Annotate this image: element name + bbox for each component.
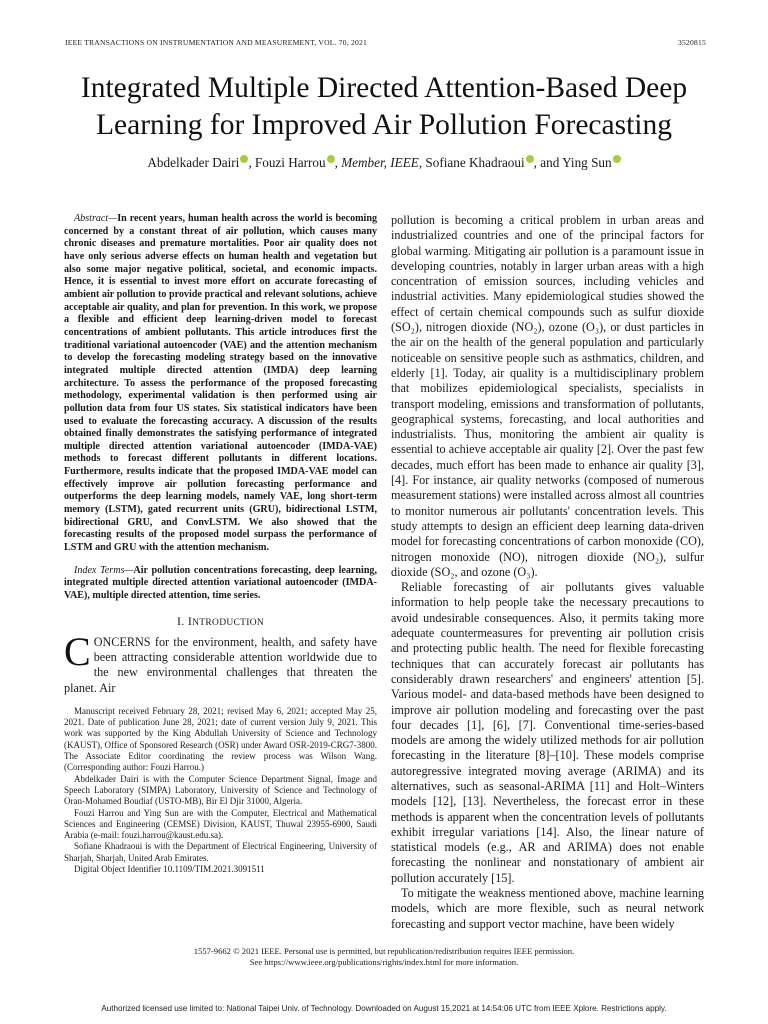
author-list xyxy=(40,155,728,171)
abstract xyxy=(64,213,377,555)
orcid-icon[interactable] xyxy=(327,155,335,163)
copyright-line-2: See https://www.ieee.org/publications/rights/index.html for more information. xyxy=(249,957,519,967)
intro-paragraph xyxy=(64,628,377,696)
orcid-icon[interactable] xyxy=(526,155,534,163)
body-paragraph: pollution is becoming a critical problem in urban areas and industrialized countries and one of the principal factors for global warming. Mitigating air pollution is a paramount issue in developing countries, notably in larger urban areas with a high concentration of emission sources, including vehicles and industrial activities. Many epidemiological studies showed the effect of certain chemical compounds such as sulfur dioxide (SO₂), nitrogen dioxide (NO₂), ozone (O₃), or dust particles in the air on the health of the general population and particularly noticeable on sensitive people such as asthmatics, children, and elderly [1]. Today, air quality is a multidisciplinary problem that mobilizes epidemiological specialists, specialists in transport modeling, emissions and transformation of pollutants, geographical systems, forecasting, and local authorities and industrialists. Thus, monitoring the ambient air quality is essential to achieve acceptable air quality [2]. Over the past few decades, much effort has been made to enhance air quality [3], [4]. For instance, air quality networks (composed of numerous measurement stations) were installed across almost all countries to monitor numerous air pollutants' concentration levels. This study attempts to design an efficient deep learning data-driven model for forecasting concentrations of carbon monoxide (CO), nitrogen monoxide (NO), nitrogen dioxide (NO₂), sulfur dioxide (SO₂, and ozone (O₃). xyxy=(391,213,704,579)
section-title-initial: I xyxy=(187,613,193,628)
drop-cap: C xyxy=(64,628,91,674)
author-name: Fouzi Harrou xyxy=(254,155,326,170)
index-terms-text: Air pollution concentrations forecasting, deep learning, integrated multiple directed attention variational autoencoder (IMDA-VAE), multiple directed attention, time series. xyxy=(64,564,377,602)
index-terms-label: Index Terms— xyxy=(74,564,134,576)
footnote: Sofiane Khadraoui is with the Department of Electrical Engineering, University of Sharjah, Sharjah, United Arab Emirates. xyxy=(64,841,377,863)
journal-name: IEEE TRANSACTIONS ON INSTRUMENTATION AND MEASUREMENT, VOL. 70, 2021 xyxy=(65,38,367,47)
copyright-notice xyxy=(40,946,728,968)
title-line-1: Integrated Multiple Directed Attention-Based Deep xyxy=(80,72,688,104)
footnote: Abdelkader Dairi is with the Computer Science Department Signal, Image and Speech Laboratory (SIMPA) Laboratory, University of Science and Technology of Oran-Mohamed Boudiaf (USTO-MB), Bir El Djir 31000, Algeria. xyxy=(64,773,377,807)
footnote: Manuscript received February 28, 2021; revised May 6, 2021; accepted May 25, 2021. Date of publication June 28, 2021; date of current version July 9, 2021. This work was supported by the King Abdullah University of Science and Technology (KAUST), Office of Sponsored Research (OSR) under Award OSR-2019-CRG7-3800. The Associate Editor coordinating the review process was Wilson Wang. (Corresponding author: Fouzi Harrou.) xyxy=(64,705,377,773)
author-name: Ying Sun xyxy=(562,155,612,170)
author-separator: , xyxy=(248,155,255,170)
body-paragraph: Reliable forecasting of air pollutants gives valuable information to help people take the necessary precautions to avoid undesirable consequences. Also, it permits taking more adequate countermeasures for preventing air pollution crisis and protecting public health. The need for flexible forecasting techniques that can accurately forecast air pollutants has considerably drawn researchers' and engineers' attention [5]. Various model- and data-based methods have been designed to improve air pollution modeling and forecasting over the past four decades [1], [6], [7]. Conventional time-series-based models are among the widely utilized methods for air pollution forecasting in the literature [8]–[10]. These models comprise autoregressive integrated moving average (ARIMA) and its alternatives, such as seasonal-ARIMA [11] and Holt–Winters models [12], [13]. Nevertheless, the forecast error in these methods is apparent when the concentration levels of pollutants exhibit irregular variations [14]. Also, the linear nature of statistical models (e.g., AR and ARIMA) does not enable forecasting the nonlinear and nonstationary of ambient air pollution accurately [15]. xyxy=(391,580,704,885)
section-number: I. xyxy=(176,613,188,628)
orcid-icon[interactable] xyxy=(613,155,621,163)
author-role: Member, IEEE xyxy=(341,155,419,170)
intro-text: for the environment, health, and safety have been attracting considerable attention worldwide due to the new environmental challenges that threaten the planet. Air xyxy=(64,634,377,695)
author-name: Abdelkader Dairi xyxy=(147,155,240,170)
abstract-text: In recent years, human health across the world is becoming concerned by a constant threat of air pollution, which causes many chronic diseases and premature mortalities. Poor air quality does not have only serious adverse effects on human health and vegetation but also some major negative political, societal, and economic impacts. Hence, it is essential to invest more effort on accurate forecasting of ambient air pollution to provide practical and relevant solutions, achieve acceptable air quality, and plan for prevention. In this work, we propose a flexible and efficient deep learning-driven model to forecast concentrations of ambient pollutants. This article introduces first the traditional variational autoencoder (VAE) and the attention mechanism to develop the forecasting modeling strategy based on the innovative integrated multiple directed attention (IMDA) deep learning architecture. To assess the performance of the proposed forecasting methodology, experimental validation is then performed using air pollution data from four US states. Six statistical indicators have been used to evaluate the forecasting accuracy. A discussion of the results obtained finally demonstrates the satisfying performance of integrated multiple directed attention variational autoencoder (IMDA-VAE) methods to forecast different pollutants in different locations. Furthermore, results indicate that the proposed IMDA-VAE model can effectively improve air pollution forecasting performance and outperforms the deep learning models, namely VAE, long short-term memory (LSTM), gated recurrent units (GRU), bidirectional LSTM, bidirectional GRU, and ConvLSTM. We also showed that the forecasting results of the proposed model surpass the performance of LSTM and GRU with the attention mechanism. xyxy=(64,213,377,554)
index-terms xyxy=(64,565,377,603)
author-name: Sofiane Khadraoui xyxy=(425,155,525,170)
footnote: Fouzi Harrou and Ying Sun are with the Computer, Electrical and Mathematical Sciences and Engineering (CEMSE) Division, KAUST, Thuwal 23955-6900, Saudi Arabia (e-mail: fouzi.harrou@kaust.edu.sa). xyxy=(64,807,377,841)
author-separator: , xyxy=(334,155,342,170)
article-number: 3520815 xyxy=(678,38,706,47)
footnotes xyxy=(64,706,377,875)
paper-title xyxy=(40,70,728,144)
left-column xyxy=(64,213,377,875)
title-line-2: Learning for Improved Air Pollution Forecasting xyxy=(96,109,672,141)
author-separator: , and xyxy=(533,155,563,170)
abstract-label: Abstract— xyxy=(74,213,118,224)
license-strip: Authorized licensed use limited to: National Taipei Univ. of Technology. Downloaded on August 15,2021 at 14:54:06 UTC from IEEE Xplore. Restrictions apply. xyxy=(101,1004,667,1013)
copyright-line-1: 1557-9662 © 2021 IEEE. Personal use is permitted, but republication/redistribution requires IEEE permission. xyxy=(193,946,575,956)
section-heading xyxy=(64,614,377,629)
section-title-rest: NTRODUCTION xyxy=(192,617,265,628)
intro-first-word: ONCERNS xyxy=(93,634,151,649)
right-column xyxy=(391,213,704,932)
author-separator: , xyxy=(418,155,426,170)
footnote: Digital Object Identifier 10.1109/TIM.2021.3091511 xyxy=(74,864,265,875)
running-header xyxy=(65,38,706,50)
body-paragraph: To mitigate the weakness mentioned above, machine learning models, which are more flexible, such as neural network forecasting and support vector machine, have been widely xyxy=(391,886,704,931)
